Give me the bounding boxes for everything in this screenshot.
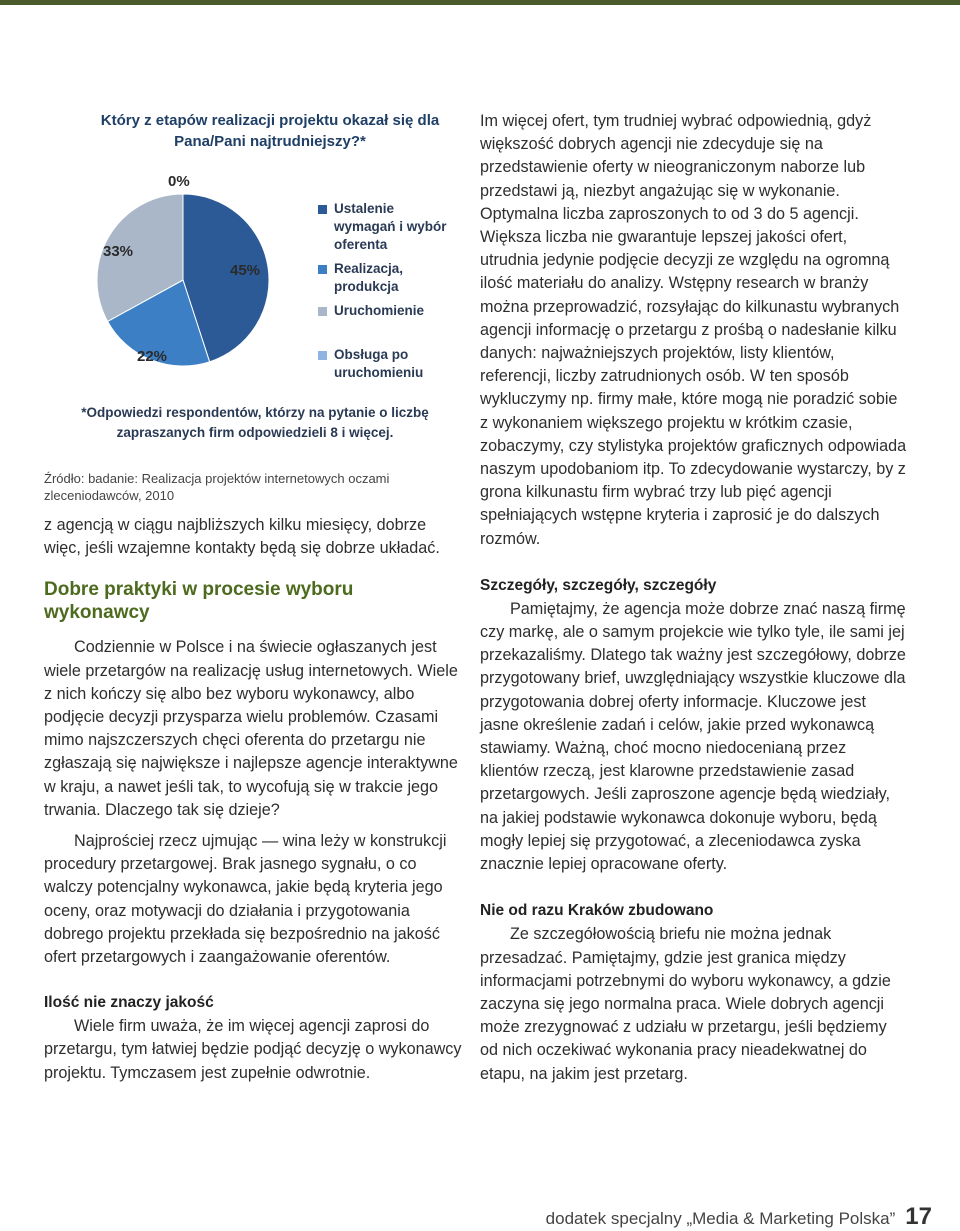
legend-item — [318, 302, 458, 320]
legend-label: Ustalenie wymagań i wybór oferenta — [334, 201, 447, 252]
page-number: 17 — [905, 1203, 932, 1230]
page-footer — [546, 1203, 932, 1231]
paragraph: Codziennie w Polsce i na świecie ogłaszanych jest wiele przetargów na realizację usług internetowych. Wiele z nich kończy się albo bez wyboru wykonawcy, albo podjęcie decyzji przysparza wielu problemów. Czasami mimo najszczerszych chęci oferenta do przetargu nie zgłaszają się największe i najlepsze agencje interaktywne w kraju, a nawet jeśli tak, to wycofują się w trakcie jego trwania. Dlaczego tak się dzieje? — [44, 638, 458, 819]
chart-source: Źródło: badanie: Realizacja projektów internetowych oczami zleceniodawców, 2010 — [44, 471, 390, 503]
legend-label: Obsługa po uruchomieniu — [334, 347, 424, 380]
legend-swatch — [318, 265, 327, 274]
label-45pct: 45% — [230, 262, 261, 279]
section-heading: Dobre praktyki w procesie wyboru wykonawcy — [44, 579, 354, 624]
intro-paragraph: z agencją w ciągu najbliższych kilku miesięcy, dobrze więc, jeśli wzajemne kontakty będą się dobrze układać. — [44, 516, 440, 558]
footer-text: dodatek specjalny „Media & Marketing Polska” — [545, 1209, 896, 1228]
paragraph: Najprościej rzecz ujmując — wina leży w konstrukcji procedury przetargowej. Brak jasnego sygnału, o co walczy potencjalny wykonawca, jakie będą kryteria jego oceny, oraz motywacji do działania i przygotowania dobrego projektu przekłada się bezpośrednio na jakość ofert przetargowych i zaangażowanie oferentów. — [44, 832, 447, 967]
subheading: Ilość nie znaczy jakość — [44, 994, 214, 1012]
legend-item — [318, 260, 458, 296]
legend-item — [318, 200, 458, 254]
chart-legend — [318, 200, 458, 382]
left-column — [44, 514, 464, 1085]
chart-footnote: *Odpowiedzi respondentów, którzy na pytanie o liczbę zapraszanych firm odpowiedzieli 8 i więcej. — [81, 405, 429, 440]
label-0pct: 0% — [168, 173, 190, 190]
paragraph: Wiele firm uważa, że im więcej agencji zaprosi do przetargu, tym łatwiej będzie podjąć decyzję o wykonawcy projektu. Tymczasem jest zupełnie odwrotnie. — [44, 1017, 462, 1082]
top-accent-bar — [0, 0, 960, 5]
legend-label: Realizacja, produkcja — [334, 261, 404, 294]
label-33pct: 33% — [103, 243, 134, 260]
right-column — [480, 110, 908, 1086]
legend-swatch — [318, 307, 327, 316]
legend-item — [318, 346, 458, 382]
pie-chart — [60, 110, 450, 450]
legend-swatch — [318, 205, 327, 214]
legend-swatch — [318, 351, 327, 360]
label-22pct: 22% — [137, 348, 168, 365]
legend-label: Uruchomienie — [334, 303, 425, 318]
paragraph: Pamiętajmy, że agencja może dobrze znać naszą firmę czy markę, ale o samym projekcie wie tylko tyle, ile sami jej przekazaliśmy. Dlatego tak ważny jest szczegółowy, dobrze przygotowany brief, uwzględniający wszystkie kluczowe dla przygotowania dobrej oferty informacje. Kluczowe jest jasne określenie zadań i celów, jakie przed wykonawcą stawiamy. Ważną, choć mocno niedocenianą przez klientów rzeczą, jest klarowne przedstawienie zasad przetargowych. Jeśli zaproszone agencje będą wiedziały, na jakiej podstawie wykonawca dokonuje wyboru, będą mogły lepiej się przygotować, a zleceniodawca zyska znacznie lepiej opracowane oferty. — [480, 599, 906, 874]
chart-title: Który z etapów realizacji projektu okazał się dla Pana/Pani najtrudniejszy?* — [100, 112, 440, 150]
subheading: Nie od razu Kraków zbudowano — [480, 902, 714, 920]
subheading: Szczegóły, szczegóły, szczegóły — [480, 576, 717, 594]
paragraph: Ze szczegółowością briefu nie można jednak przesadzać. Pamiętajmy, gdzie jest granica między informacjami potrzebnymi do wyboru wykonawcy, a gdzie zaczyna się jego normalna praca. Wiele dobrych agencji może zrezygnować z udziału w przetargu, jeśli będziemy od nich oczekiwać wykonania pracy nieadekwatnej do etapu, na jakim jest przetarg. — [480, 925, 891, 1083]
paragraph: Im więcej ofert, tym trudniej wybrać odpowiednią, gdyż większość dobrych agencji nie zdecyduje się na przedstawienie oferty w nieograniczonym naborze lub przedstawi ją, niezbyt angażując się w wykonanie. Optymalna liczba zaproszonych to od 3 do 5 agencji. Większa liczba nie gwarantuje lepszej jakości ofert, utrudnia jedynie podjęcie decyzji ze względu na ogromną ilość materiału do analizy. Wstępny research w branży można przeprowadzić, rozsyłając do kilkunastu wybranych agencji informację o przetargu z prośbą o nadesłanie kilku danych: najważniejszych projektów, listy klientów, referencji, liczby zatrudnionych osób. W ten sposób wykluczymy np. firmy małe, które mogą nie poradzić sobie z wykonaniem większego projektu w krótkim czasie, zobaczymy, czy stylistyka projektów graficznych odpowiada naszym upodobaniom itp. To zdecydowanie wystarczy, by z grona kilkunastu firm wybrać trzy lub pięć agencji spełniających wstępne kryteria i zaprosić je do dalszych rozmów. — [480, 112, 907, 548]
